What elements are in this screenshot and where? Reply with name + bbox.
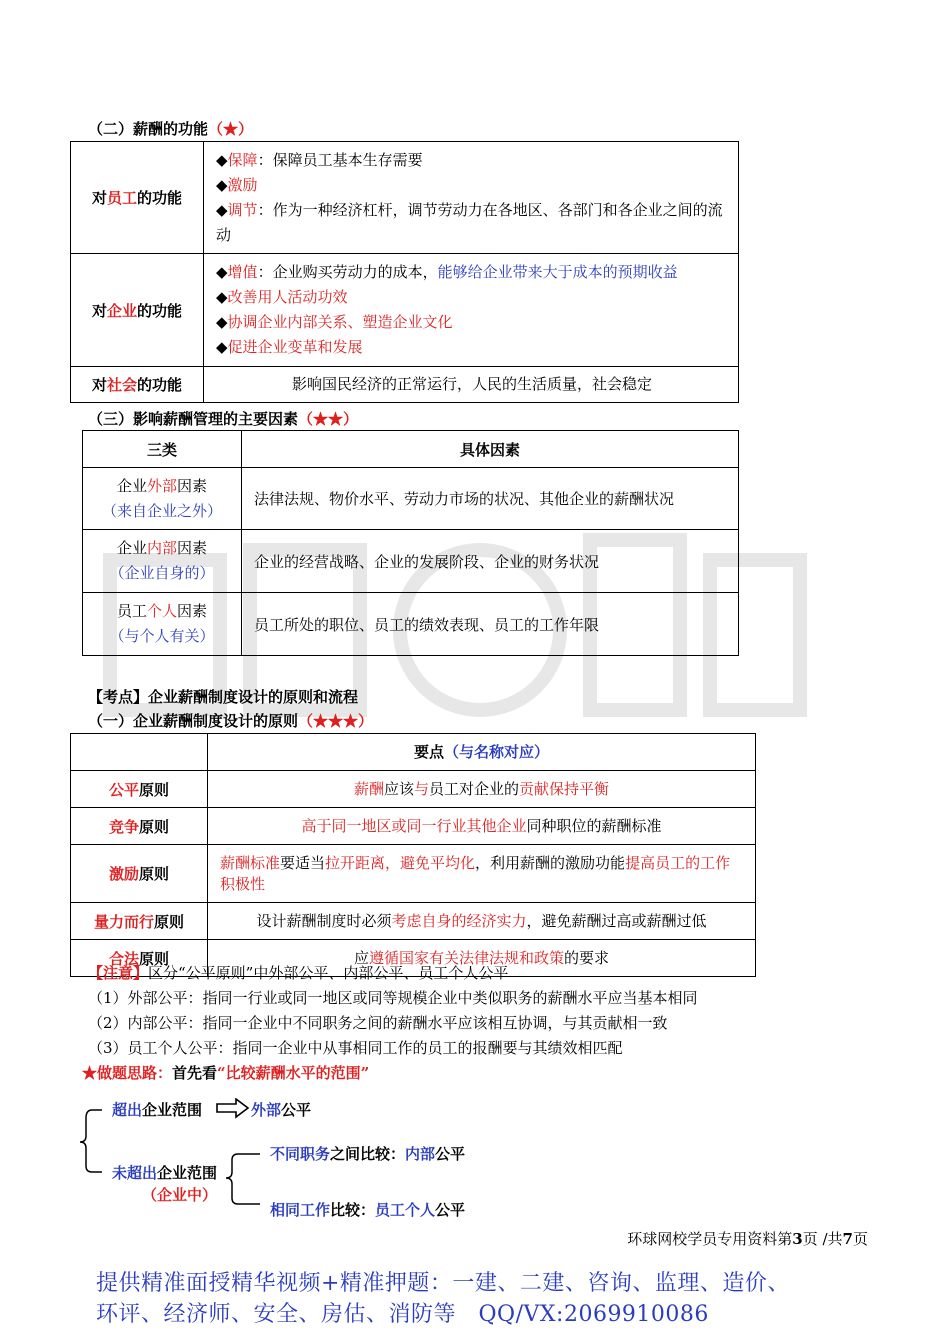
table-row: [71, 771, 756, 808]
exam-point-title: 【考点】企业薪酬制度设计的原则和流程: [88, 688, 359, 706]
column-header: 要点（与名称对应）: [208, 734, 756, 771]
note-heading: 【注意】区分“公平原则”中外部公平、内部公平、员工个人公平: [88, 964, 509, 982]
principle-description: 高于同一地区或同一行业其他企业同种职位的薪酬标准: [208, 808, 756, 845]
solving-tip: ★做题思路：首先看“比较薪酬水平的范围”: [82, 1064, 370, 1082]
table-row: [71, 142, 739, 254]
principle-description: 应遵循国家有关法律法规和政策的要求: [208, 940, 756, 977]
row-label-enterprise: 对企业的功能: [71, 254, 204, 367]
same-work-comparison: 相同工作比较：员工个人公平: [270, 1201, 466, 1219]
factor-category: 企业外部因素 （来自企业之外）: [83, 468, 242, 530]
factor-description: 企业的经营战略、企业的发展阶段、企业的财务状况: [242, 530, 739, 593]
external-fairness: 外部公平: [251, 1101, 312, 1119]
factor-description: 员工所处的职位、员工的绩效表现、员工的工作年限: [242, 593, 739, 656]
principle-description: 薪酬应该与员工对企业的贡献保持平衡: [208, 771, 756, 808]
factor-category: 企业内部因素 （企业自身的）: [83, 530, 242, 593]
beyond-company-scope: 超出企业范围: [112, 1101, 203, 1119]
factor-description: 法律法规、物价水平、劳动力市场的状况、其他企业的薪酬状况: [242, 468, 739, 530]
table-row: [71, 903, 756, 940]
table-row: [83, 468, 739, 530]
row-label-employee: 对员工的功能: [71, 142, 204, 254]
section3-title: （三）影响薪酬管理的主要因素（★★）: [88, 410, 359, 428]
in-company-note: （企业中）: [142, 1186, 218, 1204]
promo-line: 环评、经济师、安全、房估、消防等 QQ/VX:2069910086: [96, 1302, 709, 1327]
table-row: [71, 367, 739, 403]
table-row: [83, 593, 739, 656]
arrow-right-icon: [217, 1099, 248, 1117]
table-header-row: [83, 431, 739, 468]
exam-point-subtitle: （一）企业薪酬制度设计的原则（★★★）: [88, 712, 374, 730]
column-header: 具体因素: [242, 431, 739, 468]
note-line: （3）员工个人公平：指同一企业中从事相同工作的员工的报酬要与其绩效相匹配: [88, 1039, 623, 1057]
note-line: （2）内部公平：指同一企业中不同职务之间的薪酬水平应该相互协调，与其贡献相一致: [88, 1014, 668, 1032]
column-header: 三类: [83, 431, 242, 468]
principle-description: 薪酬标准要适当拉开距离，避免平均化，利用薪酬的激励功能提高员工的工作积极性: [208, 845, 756, 903]
society-function-content: 影响国民经济的正常运行，人民的生活质量，社会稳定: [204, 367, 739, 403]
principles-table: [70, 733, 756, 977]
table-row: [71, 808, 756, 845]
enterprise-function-content: ◆增值：企业购买劳动力的成本，能够给企业带来大于成本的预期收益 ◆改善用人活动功效 ◆协调企业内部关系、塑造企业文化 ◆促进企业变革和发展: [204, 254, 739, 367]
principle-name: 合法原则: [71, 940, 208, 977]
row-label-society: 对社会的功能: [71, 367, 204, 403]
table-row: [71, 845, 756, 903]
employee-function-content: ◆保障：保障员工基本生存需要 ◆激励 ◆调节：作为一种经济杠杆，调节劳动力在各地区、各部门和各企业之间的流动: [204, 142, 739, 254]
factor-category: 员工个人因素 （与个人有关）: [83, 593, 242, 656]
principle-name: 公平原则: [71, 771, 208, 808]
section2-title: （二）薪酬的功能（★）: [88, 120, 254, 138]
within-company-scope: 未超出企业范围: [112, 1164, 218, 1182]
table-row: [83, 530, 739, 593]
table-header-row: [71, 734, 756, 771]
principle-name: 激励原则: [71, 845, 208, 903]
different-positions-comparison: 不同职务之间比较：内部公平: [270, 1145, 466, 1163]
principle-name: 量力而行原则: [71, 903, 208, 940]
principle-name: 竞争原则: [71, 808, 208, 845]
factors-table: [82, 430, 739, 656]
note-line: （1）外部公平：指同一行业或同一地区或同等规模企业中类似职务的薪酬水平应当基本相同: [88, 989, 698, 1007]
promo-line: 提供精准面授精华视频+精准押题：一建、二建、咨询、监理、造价、: [96, 1271, 790, 1296]
table-row: [71, 254, 739, 367]
salary-function-table: [70, 141, 739, 403]
blank-header-cell: [71, 734, 208, 771]
page-footer: 环球网校学员专用资料第3页 /共7页: [627, 1230, 868, 1248]
principle-description: 设计薪酬制度时必须考虑自身的经济实力，避免薪酬过高或薪酬过低: [208, 903, 756, 940]
